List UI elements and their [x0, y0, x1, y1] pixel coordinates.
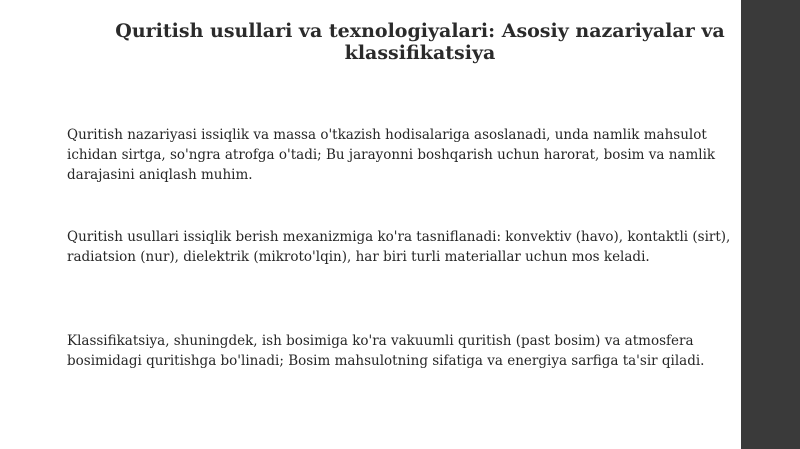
paragraph-pressure-classification: Klassifikatsiya, shuningdek, ish bosimiga ko'ra vakuumli quritish (past bosim) va atmosfera bosimidagi quritishga bo'linadi; Bosim mahsulotning sifatiga va energiya sarfiga ta'sir qiladi.	[67, 333, 705, 369]
right-side-bar	[741, 0, 800, 449]
paragraph-drying-methods: Quritish usullari issiqlik berish mexanizmiga ko'ra tasniflanadi: konvektiv (havo), kontaktli (sirt), radiatsion (nur), dielektrik (mikroto'lqin), har biri turli materiallar uchun mos keladi.	[67, 229, 731, 265]
paragraph-drying-theory: Quritish nazariyasi issiqlik va massa o'tkazish hodisalariga asoslanadi, unda namlik mahsulot ichidan sirtga, so'ngra atrofga o'tadi; Bu jarayonni boshqarish uchun harorat, bosim va namlik darajasini aniqlash muhim.	[67, 127, 716, 183]
slide-title: Quritish usullari va texnologiyalari: Asosiy nazariyalar va klassifikatsiya	[115, 20, 725, 64]
